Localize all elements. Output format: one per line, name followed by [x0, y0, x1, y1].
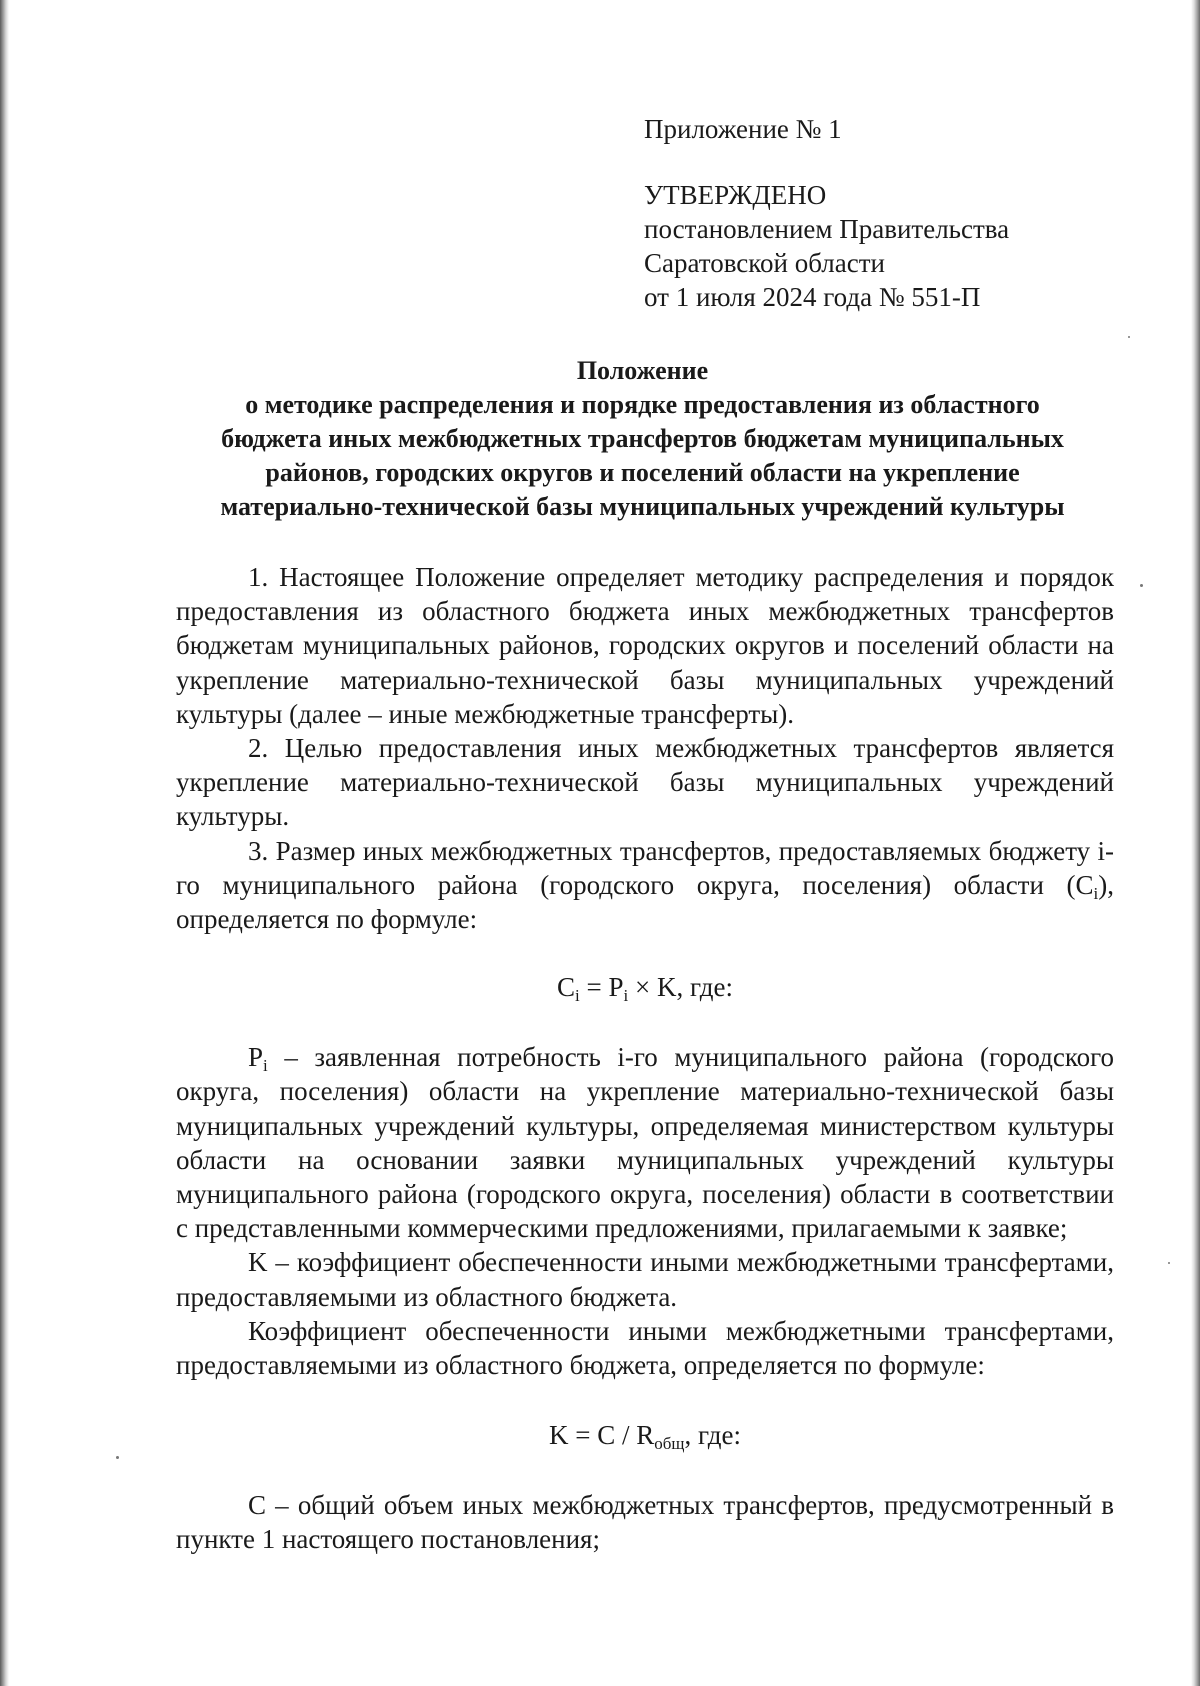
approval-block [644, 112, 1009, 314]
formula-ci-end: × K, где: [628, 972, 733, 1003]
formula-ci-c-sub: i [575, 986, 580, 1006]
formula-k-end: , где: [684, 1420, 741, 1451]
title-line-4: районов, городских округов и поселений области на укрепление [265, 458, 1020, 487]
formula-k-start: K = C / R [549, 1420, 655, 1451]
paragraph-3-text-b: ), определяется по формуле: [176, 869, 1114, 935]
approved-stamp-text: УТВЕРЖДЕНО [644, 180, 827, 210]
pi-subscript: i [263, 1056, 268, 1076]
scan-speck [116, 1456, 119, 1459]
paragraph-3-text-a: 3. Размер иных межбюджетных трансфертов, предоставляемых бюджету i-го муниципального района (городского округа, поселения) области (C [176, 835, 1114, 900]
paragraph-k-formula-intro: Коэффициент обеспеченности иными межбюджетными трансфертами, предоставляемыми из областного бюджета, определяется по формуле: [176, 1315, 1114, 1381]
approved-by-line: постановлением Правительства [644, 214, 1010, 244]
paragraph-c-definition: C – общий объем иных межбюджетных трансфертов, предусмотренный в пункте 1 настоящего постановления; [176, 1490, 1114, 1555]
paragraph-3-subscript: i [1093, 883, 1099, 903]
title-line-1: Положение [576, 356, 709, 385]
scan-speck [1140, 584, 1143, 587]
pi-definition-text: – заявленная потребность i-го муниципального района (городского округа, поселения) области на укрепление материально-технической базы муниципальных учреждений культуры, определяемая министерством культуры области на основании заявки муниципальных учреждений культуры муниципального района (городского округа, поселения) области в соответствии с представленными коммерческими предложениями, прилагаемыми к заявке; [176, 1042, 1114, 1244]
title-line-3: бюджета иных межбюджетных трансфертов бюджетам муниципальных [221, 424, 1064, 453]
appendix-number: Приложение № 1 [644, 114, 842, 144]
formula-k [176, 1418, 1114, 1452]
scan-speck [1128, 336, 1130, 338]
paragraph-3 [176, 834, 1114, 937]
title-line-2: о методике распределения и порядке предоставления из областного [245, 390, 1040, 419]
paragraph-1: 1. Настоящее Положение определяет методику распределения и порядок предоставления из областного бюджета иных межбюджетных трансфертов бюджетам муниципальных районов, городских округов и поселений области на укрепление материально-технической базы муниципальных учреждений культуры (далее – иные межбюджетные трансферты). [176, 562, 1114, 729]
title-line-5: материально-технической базы муниципальных учреждений культуры [220, 492, 1065, 521]
approved-region-line: Саратовской области [644, 248, 885, 278]
formula-ci-mid: = P [579, 972, 624, 1003]
document-body [176, 560, 1114, 1557]
paragraph-2: 2. Целью предоставления иных межбюджетных трансфертов является укрепление материально-технической базы муниципальных учреждений культуры. [176, 733, 1114, 832]
formula-ci [176, 970, 1114, 1004]
formula-k-sub: общ [654, 1434, 685, 1454]
document-title [150, 354, 1135, 524]
scan-speck [1168, 1262, 1170, 1264]
pi-symbol: P [248, 1042, 264, 1073]
formula-ci-p-sub: i [623, 986, 629, 1006]
paragraph-k-definition: K – коэффициент обеспеченности иными межбюджетными трансфертами, предоставляемыми из областного бюджета. [176, 1247, 1114, 1312]
paragraph-pi-definition [176, 1040, 1114, 1245]
formula-ci-c: C [557, 972, 576, 1003]
approved-date-line: от 1 июля 2024 года № 551-П [644, 282, 981, 312]
